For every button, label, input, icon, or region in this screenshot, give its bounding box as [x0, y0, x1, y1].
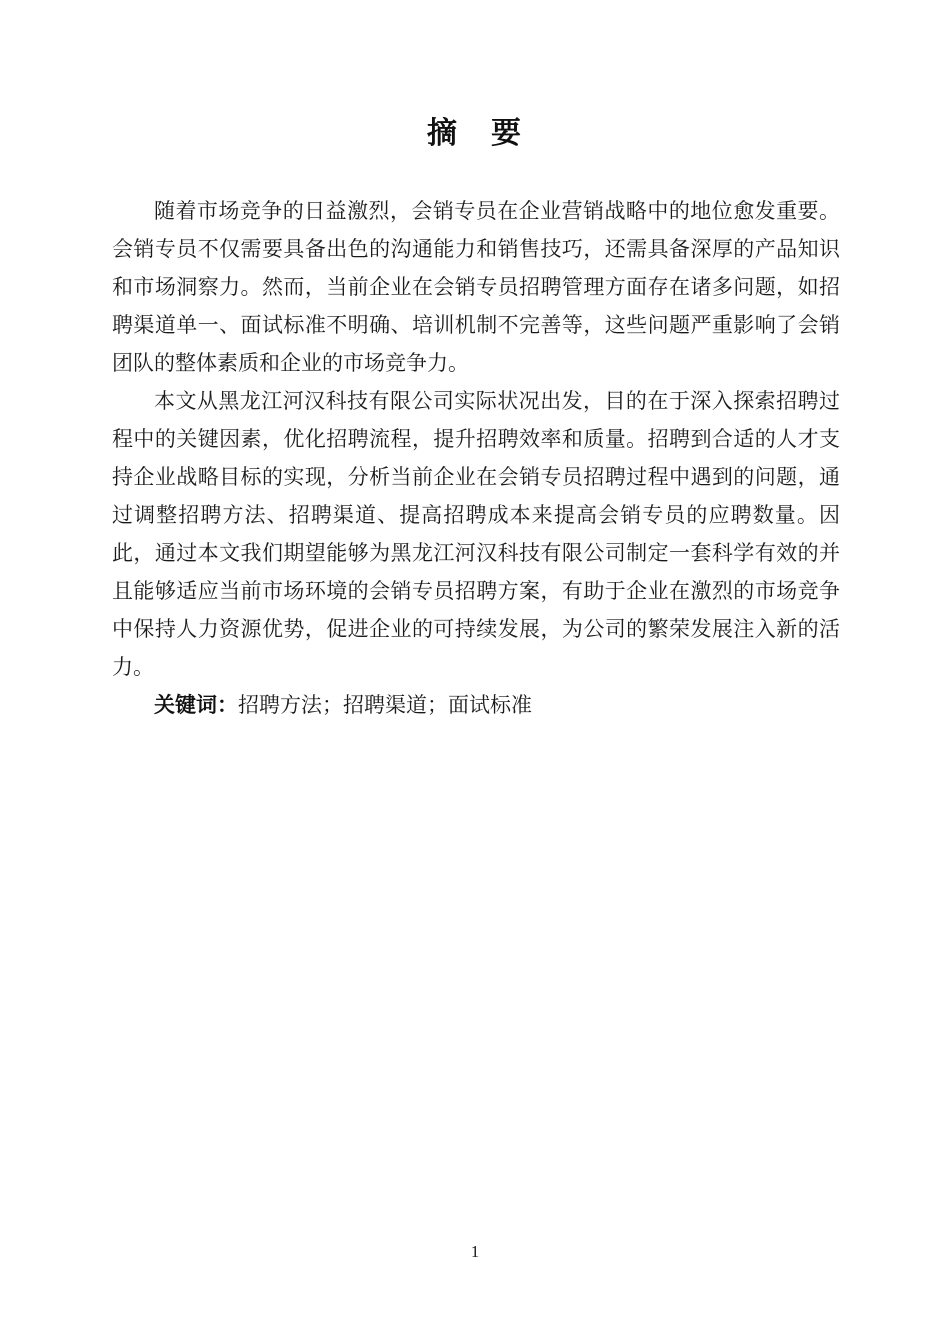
keywords-text: 招聘方法；招聘渠道；面试标准 [238, 693, 532, 717]
abstract-body [112, 192, 840, 725]
keywords-line [112, 686, 840, 725]
keywords-label: 关键词： [154, 694, 238, 717]
page-number: 1 [470, 1242, 480, 1261]
abstract-paragraph-2: 本文从黑龙江河汉科技有限公司实际状况出发，目的在于深入探索招聘过程中的关键因素，优化招聘流程，提升招聘效率和质量。招聘到合适的人才支持企业战略目标的实现，分析当前企业在会销专员招聘过程中遇到的问题，通过调整招聘方法、招聘渠道、提高招聘成本来提高会销专员的应聘数量。因此，通过本文我们期望能够为黑龙江河汉科技有限公司制定一套科学有效的并且能够适应当前市场环境的会销专员招聘方案，有助于企业在激烈的市场竞争中保持人力资源优势，促进企业的可持续发展，为公司的繁荣发展注入新的活力。 [112, 389, 840, 679]
abstract-paragraph-1: 随着市场竞争的日益激烈，会销专员在企业营销战略中的地位愈发重要。会销专员不仅需要具备出色的沟通能力和销售技巧，还需具备深厚的产品知识和市场洞察力。然而，当前企业在会销专员招聘管理方面存在诸多问题，如招聘渠道单一、面试标准不明确、培训机制不完善等，这些问题严重影响了会销团队的整体素质和企业的市场竞争力。 [112, 199, 840, 375]
abstract-title: 摘 要 [427, 117, 523, 150]
